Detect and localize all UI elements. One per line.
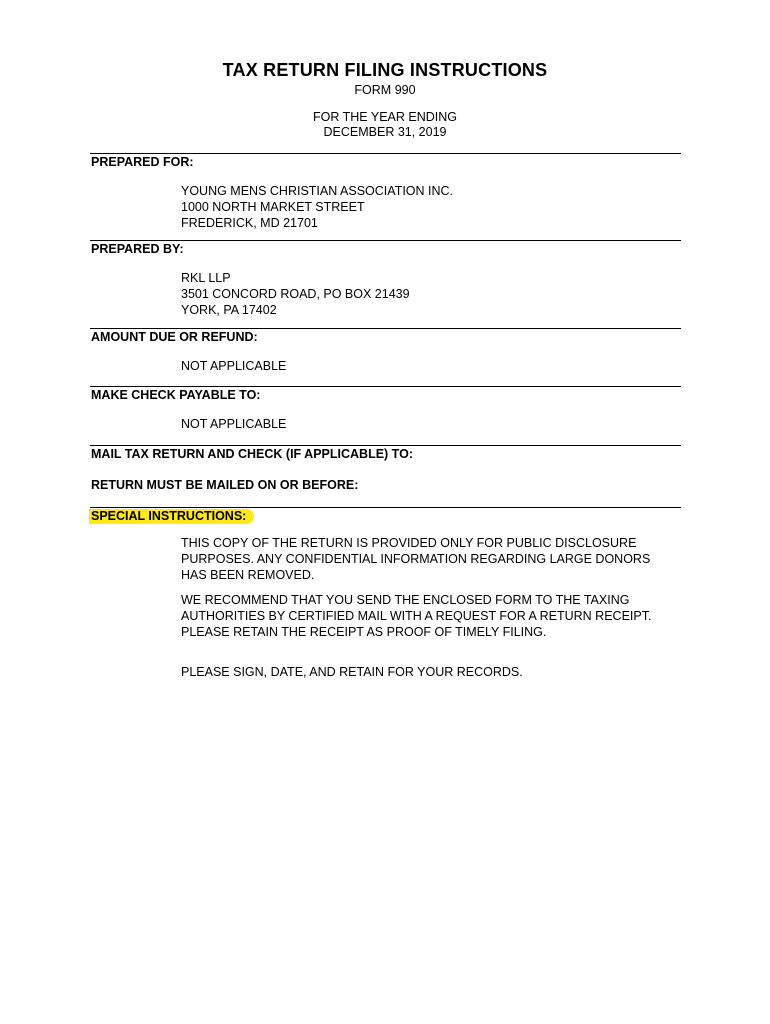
special-paragraph-3: PLEASE SIGN, DATE, AND RETAIN FOR YOUR RECORDS.: [181, 665, 523, 679]
instruction-line: AUTHORITIES BY CERTIFIED MAIL WITH A REQUEST FOR A RETURN RECEIPT.: [181, 609, 652, 623]
instruction-line: THIS COPY OF THE RETURN IS PROVIDED ONLY FOR PUBLIC DISCLOSURE: [181, 536, 637, 550]
mail-to-label: MAIL TAX RETURN AND CHECK (IF APPLICABLE) TO:: [91, 447, 413, 461]
prepared-for-label: PREPARED FOR:: [91, 155, 194, 169]
form-number: FORM 990: [354, 83, 416, 97]
instruction-line: WE RECOMMEND THAT YOU SEND THE ENCLOSED FORM TO THE TAXING: [181, 593, 630, 607]
check-payable-value: NOT APPLICABLE: [181, 417, 287, 431]
section-divider: [90, 328, 681, 329]
address-line: 3501 CONCORD ROAD, PO BOX 21439: [181, 287, 410, 301]
prepared-by-label: PREPARED BY:: [91, 242, 184, 256]
prepared-by-address: [181, 270, 410, 318]
check-payable-label: MAKE CHECK PAYABLE TO:: [91, 388, 261, 402]
year-ending-label: FOR THE YEAR ENDING: [312, 110, 457, 124]
instruction-line: HAS BEEN REMOVED.: [181, 568, 315, 582]
special-instructions-label: [91, 509, 254, 523]
year-ending-date: DECEMBER 31, 2019: [323, 125, 447, 139]
address-line: YOUNG MENS CHRISTIAN ASSOCIATION INC.: [181, 184, 454, 198]
section-divider: [90, 386, 681, 387]
section-divider: [90, 507, 681, 508]
section-divider: [90, 153, 681, 154]
document-title: TAX RETURN FILING INSTRUCTIONS: [222, 60, 548, 80]
instruction-line: PURPOSES. ANY CONFIDENTIAL INFORMATION REGARDING LARGE DONORS: [181, 552, 651, 566]
highlighted-label: SPECIAL INSTRUCTIONS:: [89, 509, 254, 524]
amount-due-value: NOT APPLICABLE: [181, 359, 287, 373]
address-line: 1000 NORTH MARKET STREET: [181, 200, 365, 214]
special-paragraph-1: [181, 535, 650, 583]
address-line: YORK, PA 17402: [181, 303, 277, 317]
mail-by-label: RETURN MUST BE MAILED ON OR BEFORE:: [91, 478, 359, 492]
address-line: FREDERICK, MD 21701: [181, 216, 318, 230]
prepared-for-address: [181, 183, 453, 231]
instruction-line: PLEASE RETAIN THE RECEIPT AS PROOF OF TIMELY FILING.: [181, 625, 547, 639]
section-divider: [90, 240, 681, 241]
special-paragraph-2: [181, 592, 651, 640]
section-divider: [90, 445, 681, 446]
address-line: RKL LLP: [181, 271, 231, 285]
amount-due-label: AMOUNT DUE OR REFUND:: [91, 330, 258, 344]
